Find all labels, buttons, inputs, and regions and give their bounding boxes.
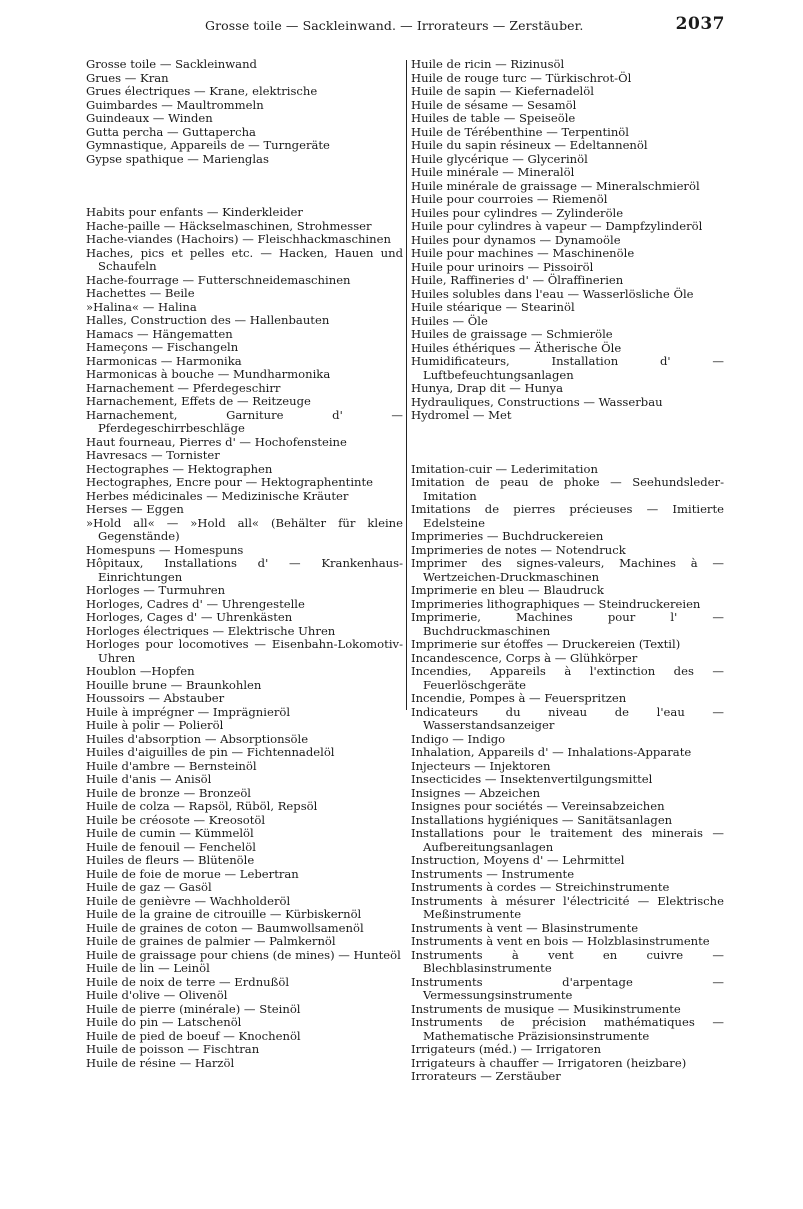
index-entry: Indigo — Indigo	[411, 731, 506, 746]
index-entry: »Halina« — Halina	[86, 299, 197, 314]
index-entry: Harnachement, Garniture d' — Pferdegeschirrbeschläge	[86, 407, 403, 435]
index-entry: Imprimer des signes-valeurs, Machines à — Wertzeichen-Druckmaschinen	[411, 556, 724, 584]
index-entry: Harmonicas à bouche — Mundharmonika	[86, 367, 331, 381]
index-entry: Huiles solubles dans l'eau — Wasserlösliche Öle	[411, 286, 694, 301]
index-entry: Incendie, Pompes à — Feuerspritzen	[411, 691, 627, 705]
index-entry: Imprimerie sur étoffes — Druckereien (Textil)	[411, 637, 681, 651]
index-entry: Harnachement, Effets de — Reitzeuge	[86, 394, 311, 408]
index-entry: Incandescence, Corps à — Glühkörper	[411, 650, 638, 665]
index-entry: Huiles de fleurs — Blütenöle	[86, 853, 255, 867]
index-entry: Instruments à cordes — Streichinstrumente	[411, 880, 670, 894]
index-entry: Huile pour machines — Maschinenöle	[411, 246, 635, 260]
index-entry: Halles, Construction des — Hallenbauten	[86, 313, 330, 327]
index-entry: Huile de lin — Leinöl	[86, 961, 210, 975]
running-title: Grosse toile — Sackleinwand. — Irrorateurs — Zerstäuber.	[205, 18, 584, 33]
index-entry: Huile pour courroies — Riemenöl	[411, 192, 608, 206]
index-entry: Gypse spathique — Marienglas	[86, 151, 269, 166]
index-entry: Huile de rouge turc — Türkischrot-Öl	[411, 70, 632, 85]
index-entry: Huile de pierre (minérale) — Steinöl	[86, 1001, 301, 1016]
index-entry: Horloges électriques — Elektrische Uhren	[86, 623, 336, 638]
index-entry: Humidificateurs, Installation d' — Luftbefeuchtungsanlagen	[411, 354, 724, 382]
index-entry: Instruments d'arpentage — Vermessungsinstrumente	[411, 974, 724, 1002]
index-entry: Huile d'olive — Olivenöl	[86, 988, 228, 1002]
index-entry: Houblon —Hopfen	[86, 664, 195, 678]
index-entry: Huiles d'aiguilles de pin — Fichtennadelöl	[86, 745, 335, 759]
index-entry: Hectographes, Encre pour — Hektographentinte	[86, 475, 374, 489]
index-entry: Haut fourneau, Pierres d' — Hochofensteine	[86, 434, 347, 449]
index-entry: Hydrauliques, Constructions — Wasserbau	[411, 394, 663, 409]
index-entry: Gymnastique, Appareils de — Turngeräte	[86, 138, 330, 152]
index-entry: Insignes pour sociétés — Vereinsabzeichen	[411, 799, 665, 813]
index-entry: Irrigateurs (méd.) — Irrigatoren	[411, 1042, 602, 1056]
index-entry: Huile, Raffineries d' — Ölraffinerien	[411, 273, 624, 287]
index-entry: Huile minérale — Mineralöl	[411, 165, 575, 179]
index-entry: Huile pour cylindres à vapeur — Dampfzylinderöl	[411, 219, 703, 233]
index-entry: Huiles de graissage — Schmieröle	[411, 327, 613, 341]
index-entry: Huile de colza — Rapsöl, Rüböl, Repsöl	[86, 799, 318, 813]
index-entry: Huile de Térébenthine — Terpentinöl	[411, 124, 629, 139]
index-entry: Huile de gaz — Gasöl	[86, 880, 212, 894]
index-entry: Hectographes — Hektographen	[86, 461, 273, 476]
index-entry: Instruction, Moyens d' — Lehrmittel	[411, 853, 625, 867]
index-entry: Huiles d'absorption — Absorptionsöle	[86, 731, 309, 746]
index-entry: Huile de genièvre — Wachholderöl	[86, 893, 291, 908]
index-entry: Huile à imprégner — Imprägnieröl	[86, 704, 291, 719]
index-entry: Huile de graissage pour chiens (de mines) — Hunteöl	[86, 947, 401, 962]
index-entry: Instruments à vent en cuivre — Blechblasinstrumente	[411, 947, 724, 975]
index-entry: Installations hygiéniques — Sanitätsanlagen	[411, 812, 673, 827]
index-entry: Grosse toile — Sackleinwand	[86, 57, 257, 71]
index-entry: Huile de ricin — Rizinusöl	[411, 57, 565, 71]
left-column	[86, 58, 403, 1070]
index-entry: Imprimeries lithographiques — Steindruckereien	[411, 596, 701, 611]
index-entry: Huile pour urinoirs — Pissoiröl	[411, 259, 594, 274]
index-entry: Instruments — Instrumente	[411, 866, 575, 881]
index-entry: Houssoirs — Abstauber	[86, 691, 225, 705]
index-entry: Hameçons — Fischangeln	[86, 340, 239, 354]
index-entry: Harmonicas — Harmonika	[86, 353, 242, 368]
index-entry: Imprimerie en bleu — Blaudruck	[411, 583, 604, 597]
index-entry: Huile de cumin — Kümmelöl	[86, 826, 254, 840]
index-entry: »Hold all« — »Hold all« (Behälter für kleine Gegenstände)	[86, 515, 403, 543]
index-entry: Huiles de table — Speiseöle	[411, 111, 576, 125]
index-entry: Indicateurs du niveau de l'eau — Wasserstandsanzeiger	[411, 704, 724, 732]
index-entry: Houille brune — Braunkohlen	[86, 677, 262, 692]
index-entry: Insignes — Abzeichen	[411, 785, 541, 800]
index-entry: Instruments à mésurer l'électricité — Elektrische Meßinstrumente	[411, 893, 724, 921]
index-entry: Huile glycérique — Glycerinöl	[411, 151, 588, 166]
index-entry: Insecticides — Insektenvertilgungsmittel	[411, 772, 653, 786]
index-entry: Huile de résine — Harzöl	[86, 1055, 235, 1070]
index-entry: Huile de pied de boeuf — Knochenöl	[86, 1028, 301, 1043]
index-entry: Huile d'anis — Anisöl	[86, 772, 212, 786]
index-entry: Huile de la graine de citrouille — Kürbiskernöl	[86, 907, 362, 921]
index-entry: Herses — Eggen	[86, 502, 184, 516]
index-entry: Imprimerie, Machines pour l' — Buchdruckmaschinen	[411, 610, 724, 638]
index-entry: Hôpitaux, Installations d' — Krankenhaus-Einrichtungen	[86, 556, 403, 584]
index-entry: Huiles pour dynamos — Dynamoöle	[411, 232, 621, 247]
index-entry: Horloges pour locomotives — Eisenbahn-Lokomotiv-Uhren	[86, 637, 403, 665]
index-entry: Guindeaux — Winden	[86, 111, 213, 125]
index-entry: Horloges, Cages d' — Uhrenkästen	[86, 610, 293, 624]
index-entry: Imitation de peau de phoke — Seehundsleder-Imitation	[411, 475, 724, 503]
index-entry: Inhalation, Appareils d' — Inhalations-Apparate	[411, 745, 692, 759]
index-entry: Havresacs — Tornister	[86, 448, 220, 462]
page-number: 2037	[675, 14, 725, 34]
index-entry: Huile de foie de morue — Lebertran	[86, 866, 299, 881]
index-entry: Grues électriques — Krane, elektrische	[86, 84, 318, 98]
index-entry: Imprimeries — Buchdruckereien	[411, 529, 604, 543]
index-entry: Hachettes — Beile	[86, 286, 195, 300]
index-entry: Huile de sapin — Kiefernadelöl	[411, 84, 594, 98]
index-entry: Hamacs — Hängematten	[86, 326, 233, 341]
index-entry: Hydromel — Met	[411, 408, 512, 422]
index-entry: Instruments à vent — Blasinstrumente	[411, 920, 639, 935]
index-entry: Huile do pin — Latschenöl	[86, 1015, 242, 1029]
index-entry: Huile de bronze — Bronzeöl	[86, 785, 252, 800]
index-entry: Incendies, Appareils à l'extinction des — Feuerlöschgeräte	[411, 664, 724, 692]
index-entry: Horloges — Turmuhren	[86, 583, 226, 597]
index-entry: Haches, pics et pelles etc. — Hacken, Hauen und Schaufeln	[86, 245, 403, 273]
index-entry: Herbes médicinales — Medizinische Kräuter	[86, 488, 349, 503]
section-gap	[86, 166, 403, 206]
index-entry: Huile de fenouil — Fenchelöl	[86, 839, 256, 854]
index-entry: Injecteurs — Injektoren	[411, 758, 551, 773]
index-entry: Irrorateurs — Zerstäuber	[411, 1069, 561, 1083]
index-entry: Irrigateurs à chauffer — Irrigatoren (heizbare)	[411, 1055, 687, 1070]
index-entry: Huiles pour cylindres — Zylinderöle	[411, 205, 624, 220]
index-entry: Huile de poisson — Fischtran	[86, 1042, 260, 1056]
right-column	[411, 58, 724, 1084]
index-entry: Hache-fourrage — Futterschneidemaschinen	[86, 272, 351, 287]
index-entry: Harnachement — Pferdegeschirr	[86, 380, 281, 395]
index-entry: Instruments à vent en bois — Holzblasinstrumente	[411, 934, 710, 948]
page-header	[0, 14, 803, 38]
index-entry: Instruments de précision mathématiques — Mathematische Präzisionsinstrumente	[411, 1015, 724, 1043]
index-entry: Huile de graines de coton — Baumwollsamenöl	[86, 920, 364, 935]
index-entry: Gutta percha — Guttapercha	[86, 124, 256, 139]
index-entry: Huiles — Öle	[411, 313, 488, 328]
column-divider	[406, 60, 407, 710]
section-gap	[411, 423, 724, 463]
index-entry: Huile du sapin résineux — Edeltannenöl	[411, 138, 648, 152]
index-entry: Huile minérale de graissage — Mineralschmieröl	[411, 178, 700, 193]
index-entry: Instruments de musique — Musikinstrumente	[411, 1001, 681, 1016]
index-entry: Hunya, Drap dit — Hunya	[411, 381, 563, 395]
index-entry: Guimbardes — Maultrommeln	[86, 97, 264, 112]
index-entry: Hache-viandes (Hachoirs) — Fleischhackmaschinen	[86, 232, 391, 246]
index-entry: Huile de graines de palmier — Palmkernöl	[86, 934, 336, 948]
index-entry: Huile stéarique — Stearinöl	[411, 300, 575, 314]
index-entry: Huile de noix de terre — Erdnußöl	[86, 974, 290, 989]
index-entry: Hache-paille — Häckselmaschinen, Strohmesser	[86, 218, 372, 233]
index-entry: Habits pour enfants — Kinderkleider	[86, 205, 303, 219]
index-entry: Huile be créosote — Kreosotöl	[86, 812, 266, 827]
index-entry: Imprimeries de notes — Notendruck	[411, 542, 626, 557]
index-entry: Installations pour le traitement des minerais — Aufbereitungsanlagen	[411, 826, 724, 854]
index-entry: Grues — Kran	[86, 70, 169, 85]
index-entry: Huile à polir — Polieröl	[86, 718, 224, 732]
index-entry: Huile d'ambre — Bernsteinöl	[86, 758, 257, 773]
index-entry: Imitation-cuir — Lederimitation	[411, 461, 598, 476]
index-entry: Huiles éthériques — Ätherische Öle	[411, 340, 622, 355]
index-entry: Huile de sésame — Sesamöl	[411, 97, 577, 112]
index-entry: Horloges, Cadres d' — Uhrengestelle	[86, 596, 305, 611]
index-entry: Imitations de pierres précieuses — Imitierte Edelsteine	[411, 502, 724, 530]
index-entry: Homespuns — Homespuns	[86, 542, 244, 557]
